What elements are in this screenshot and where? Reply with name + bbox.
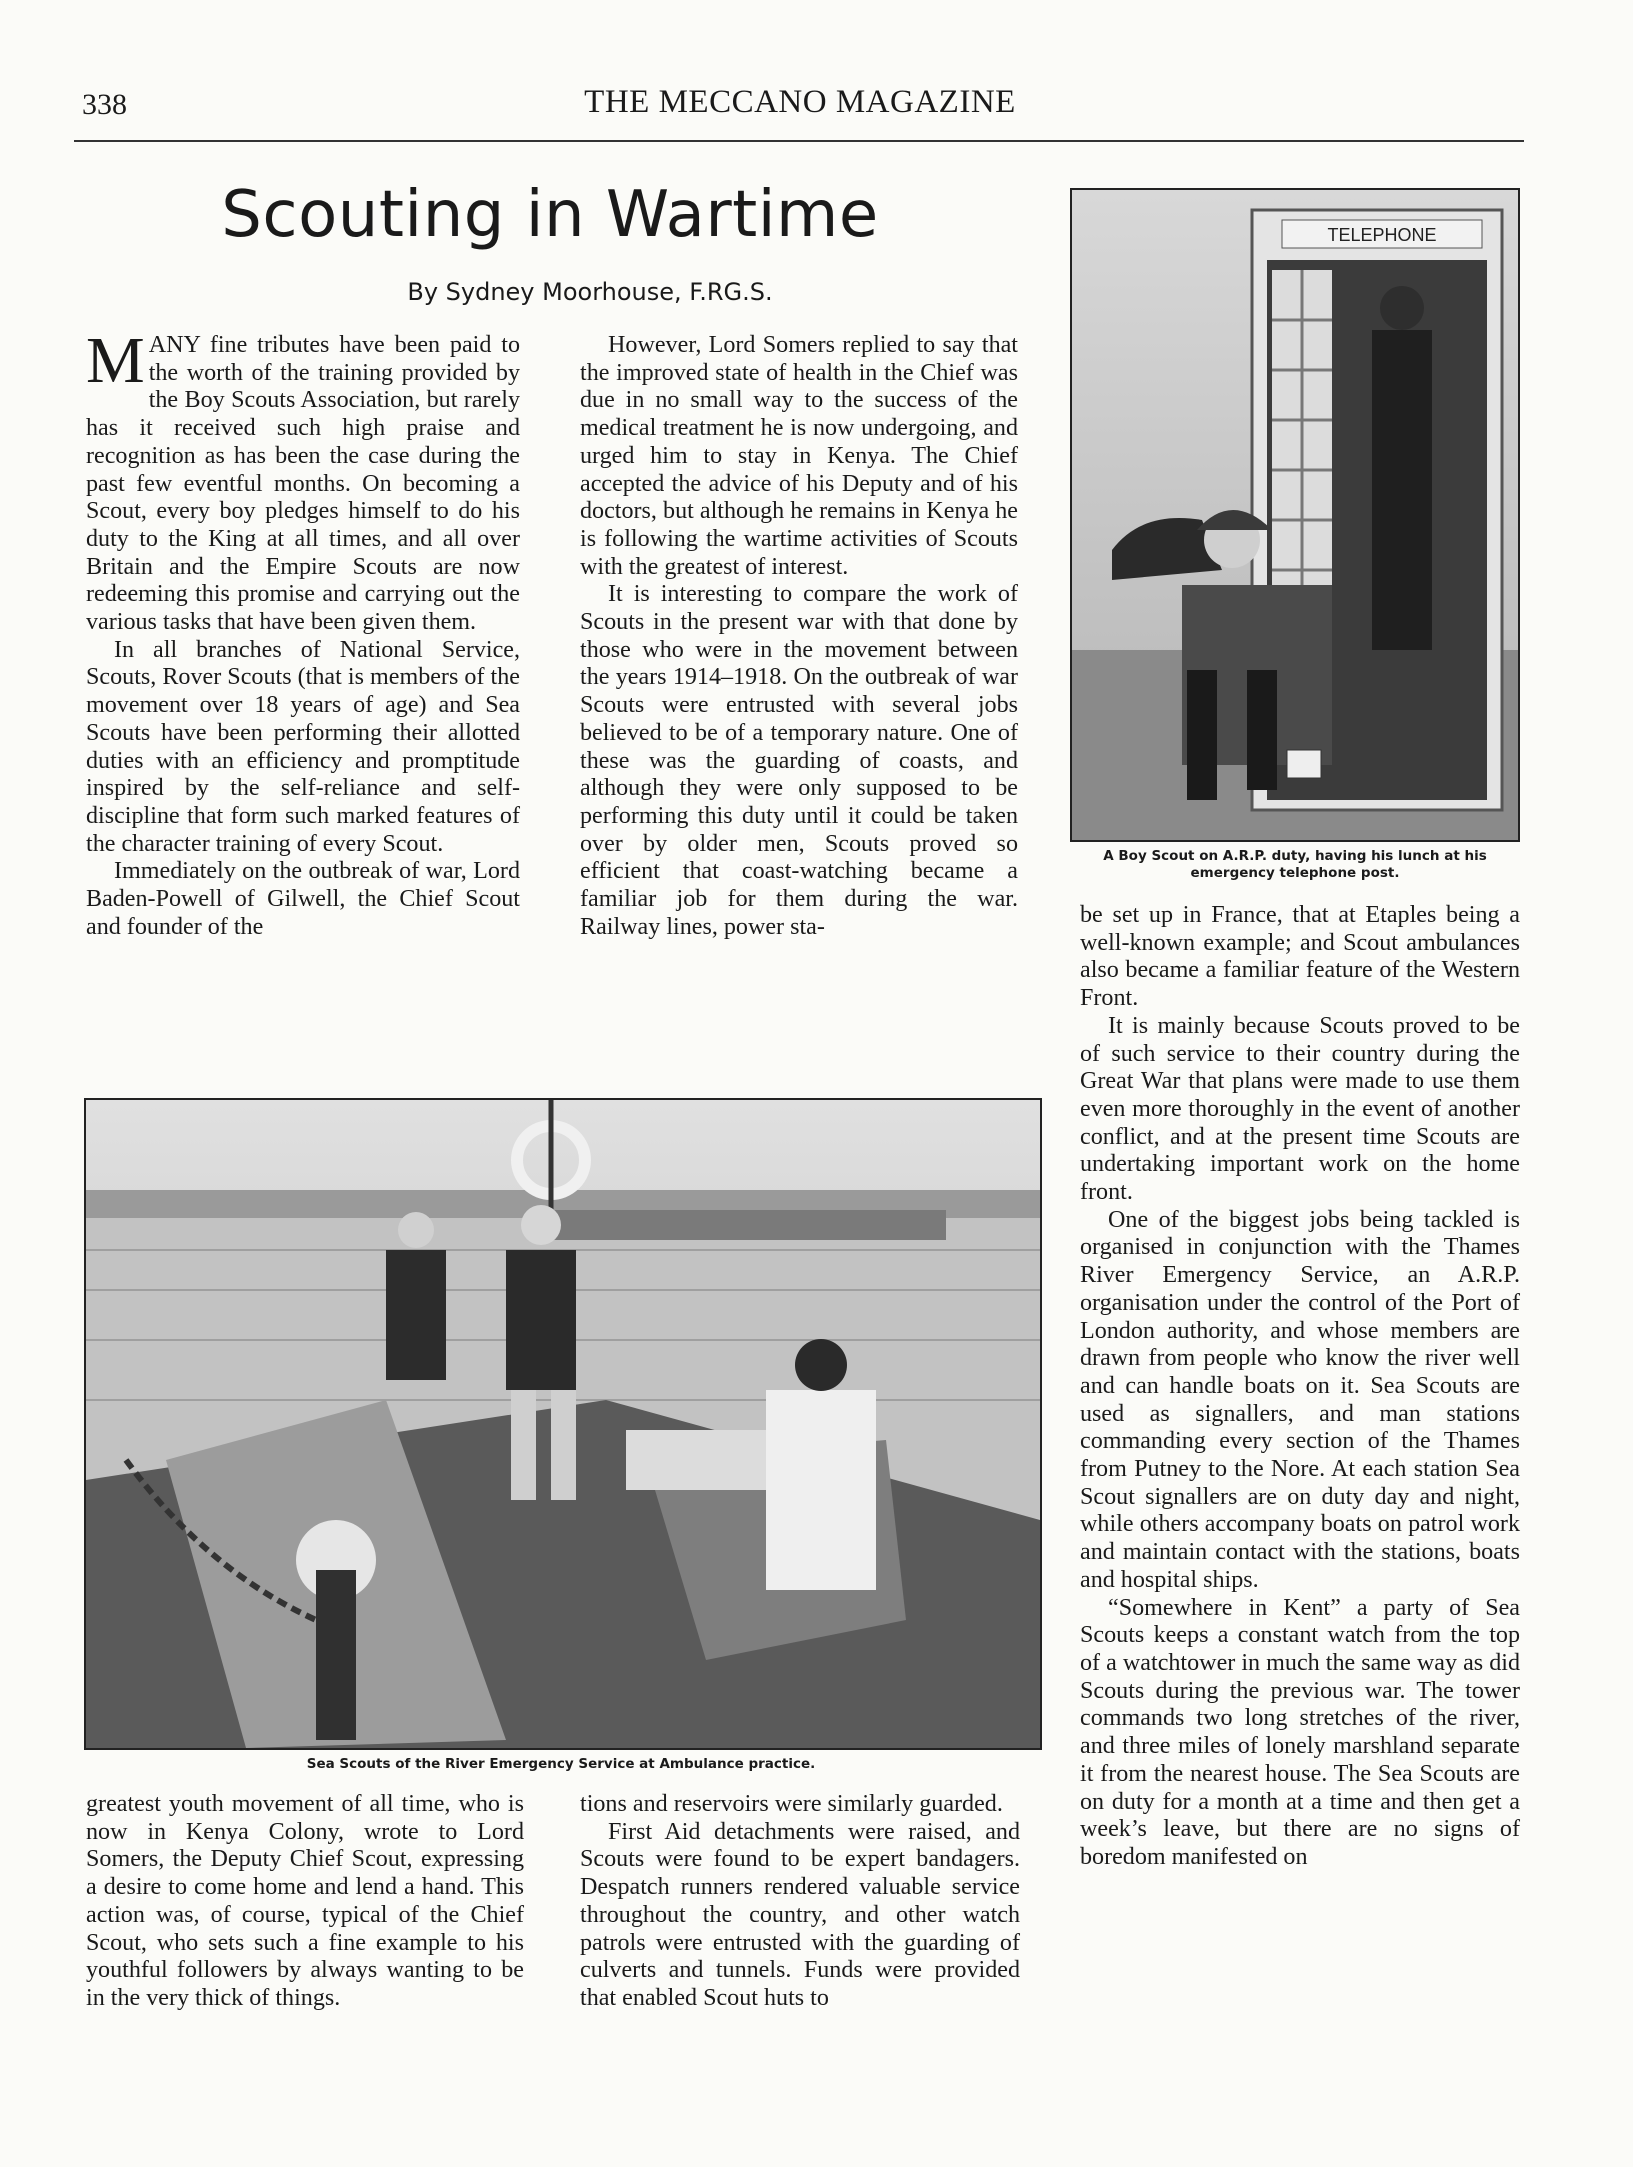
drop-cap: M xyxy=(86,324,145,397)
column-2-bottom xyxy=(580,1791,1020,2013)
paragraph: However, Lord Somers replied to say that the improved state of health in the Chief was due in no small way to the success of the medical treatment he is now undergoing, and urged him to stay in Kenya. The Chief accepted the advice of his Deputy and of his doctors, but although he remains in Kenya he is following the wartime activities of Scouts with the greatest of interest. xyxy=(580,332,1018,580)
telephone-sign: TELEPHONE xyxy=(1327,225,1437,245)
header-rule xyxy=(74,140,1524,142)
paragraph: tions and reservoirs were similarly guarded. xyxy=(580,1791,1003,1817)
ambulance-caption: Sea Scouts of the River Emergency Service at Ambulance practice. xyxy=(306,1756,816,1772)
paragraph: greatest youth movement of all time, who is now in Kenya Colony, wrote to Lord Somers, the Deputy Chief Scout, expressing a desire to come home and lend a hand. This action was, of course, typical of the Chief Scout, who sets such a fine example to his youthful followers by always wanting to be in the very thick of things. xyxy=(86,1791,524,2011)
column-1-bottom xyxy=(86,1791,524,2013)
column-3 xyxy=(1080,902,1520,1872)
paragraph xyxy=(86,324,520,637)
article-title: Scouting in Wartime xyxy=(221,178,879,252)
paragraph: be set up in France, that at Etaples being a well-known example; and Scout ambulances also became a familiar feature of the Western Front. xyxy=(1080,902,1520,1012)
paragraph: “Somewhere in Kent” a party of Sea Scouts keeps a constant watch from the top of a watchtower in much the same way as did Scouts during the previous war. The tower commands two long stretches of the river, and three miles of lonely marshland separate it from the nearest house. The Sea Scouts are on duty for a month at a time and then get a week’s leave, but there are no signs of boredom manifested on xyxy=(1080,1594,1520,1870)
phonebox-photo xyxy=(1070,188,1520,842)
paragraph-text: ANY fine tributes have been paid to the worth of the training provided by the Boy Scouts Association, but rarely has it received such high praise and recognition as has been the case during the past few eventful months. On becoming a Scout, every boy pledges himself to do his duty to the King at all times, and all over Britain and the Empire Scouts are now redeeming this promise and carrying out the various tasks that have been given them. xyxy=(86,332,520,636)
paragraph: One of the biggest jobs being tackled is organised in conjunction with the Thames River Emergency Service, an A.R.P. organisation under the control of the Port of London authority, and whose members are drawn from people who know the river well and can handle boats on it. Sea Scouts are used as signallers, and man stations commanding every section of the Thames from Putney to the Nore. At each station Sea Scout signallers are on duty day and night, while others accompany boats on patrol work and maintain contact with the stations, boats and hospital ships. xyxy=(1080,1206,1520,1593)
paragraph: Immediately on the outbreak of war, Lord Baden-Powell of Gilwell, the Chief Scout and founder of the xyxy=(86,858,520,940)
byline: By Sydney Moorhouse, F.RG.S. xyxy=(407,278,773,306)
column-2-top xyxy=(580,332,1018,941)
phonebox-caption: A Boy Scout on A.R.P. duty, having his lunch at his emergency telephone post. xyxy=(1103,848,1487,881)
magazine-title: THE MECCANO MAGAZINE xyxy=(584,84,1016,120)
paragraph: In all branches of National Service, Scouts, Rover Scouts (that is members of the movement over 18 years of age) and Sea Scouts have been performing their allotted duties with an efficiency and promptitude inspired by the self-reliance and self-discipline that form such marked features of the character training of every Scout. xyxy=(86,636,520,857)
paragraph: It is mainly because Scouts proved to be of such service to their country during the Great War that plans were made to use them even more thoroughly in the event of another conflict, and at the present time Scouts are undertaking important work on the home front. xyxy=(1080,1012,1520,1206)
paragraph: It is interesting to compare the work of Scouts in the present war with that done by those who were in the movement between the years 1914–1918. On the outbreak of war Scouts were entrusted with several jobs believed to be of a temporary nature. One of these was the guarding of coasts, and although they were only supposed to be performing this duty until it could be taken over by older men, Scouts proved so efficient that coast-watching became a familiar job for them during the war. Railway lines, power sta- xyxy=(580,581,1018,940)
column-1-top xyxy=(86,324,520,941)
paragraph: First Aid detachments were raised, and Scouts were found to be expert bandagers. Despatch runners rendered valuable service throughout the country, and other watch patrols were entrusted with the guarding of culverts and tunnels. Funds were provided that enabled Scout huts to xyxy=(580,1818,1020,2011)
ambulance-photo xyxy=(84,1098,1042,1750)
page-number: 338 xyxy=(82,88,127,121)
